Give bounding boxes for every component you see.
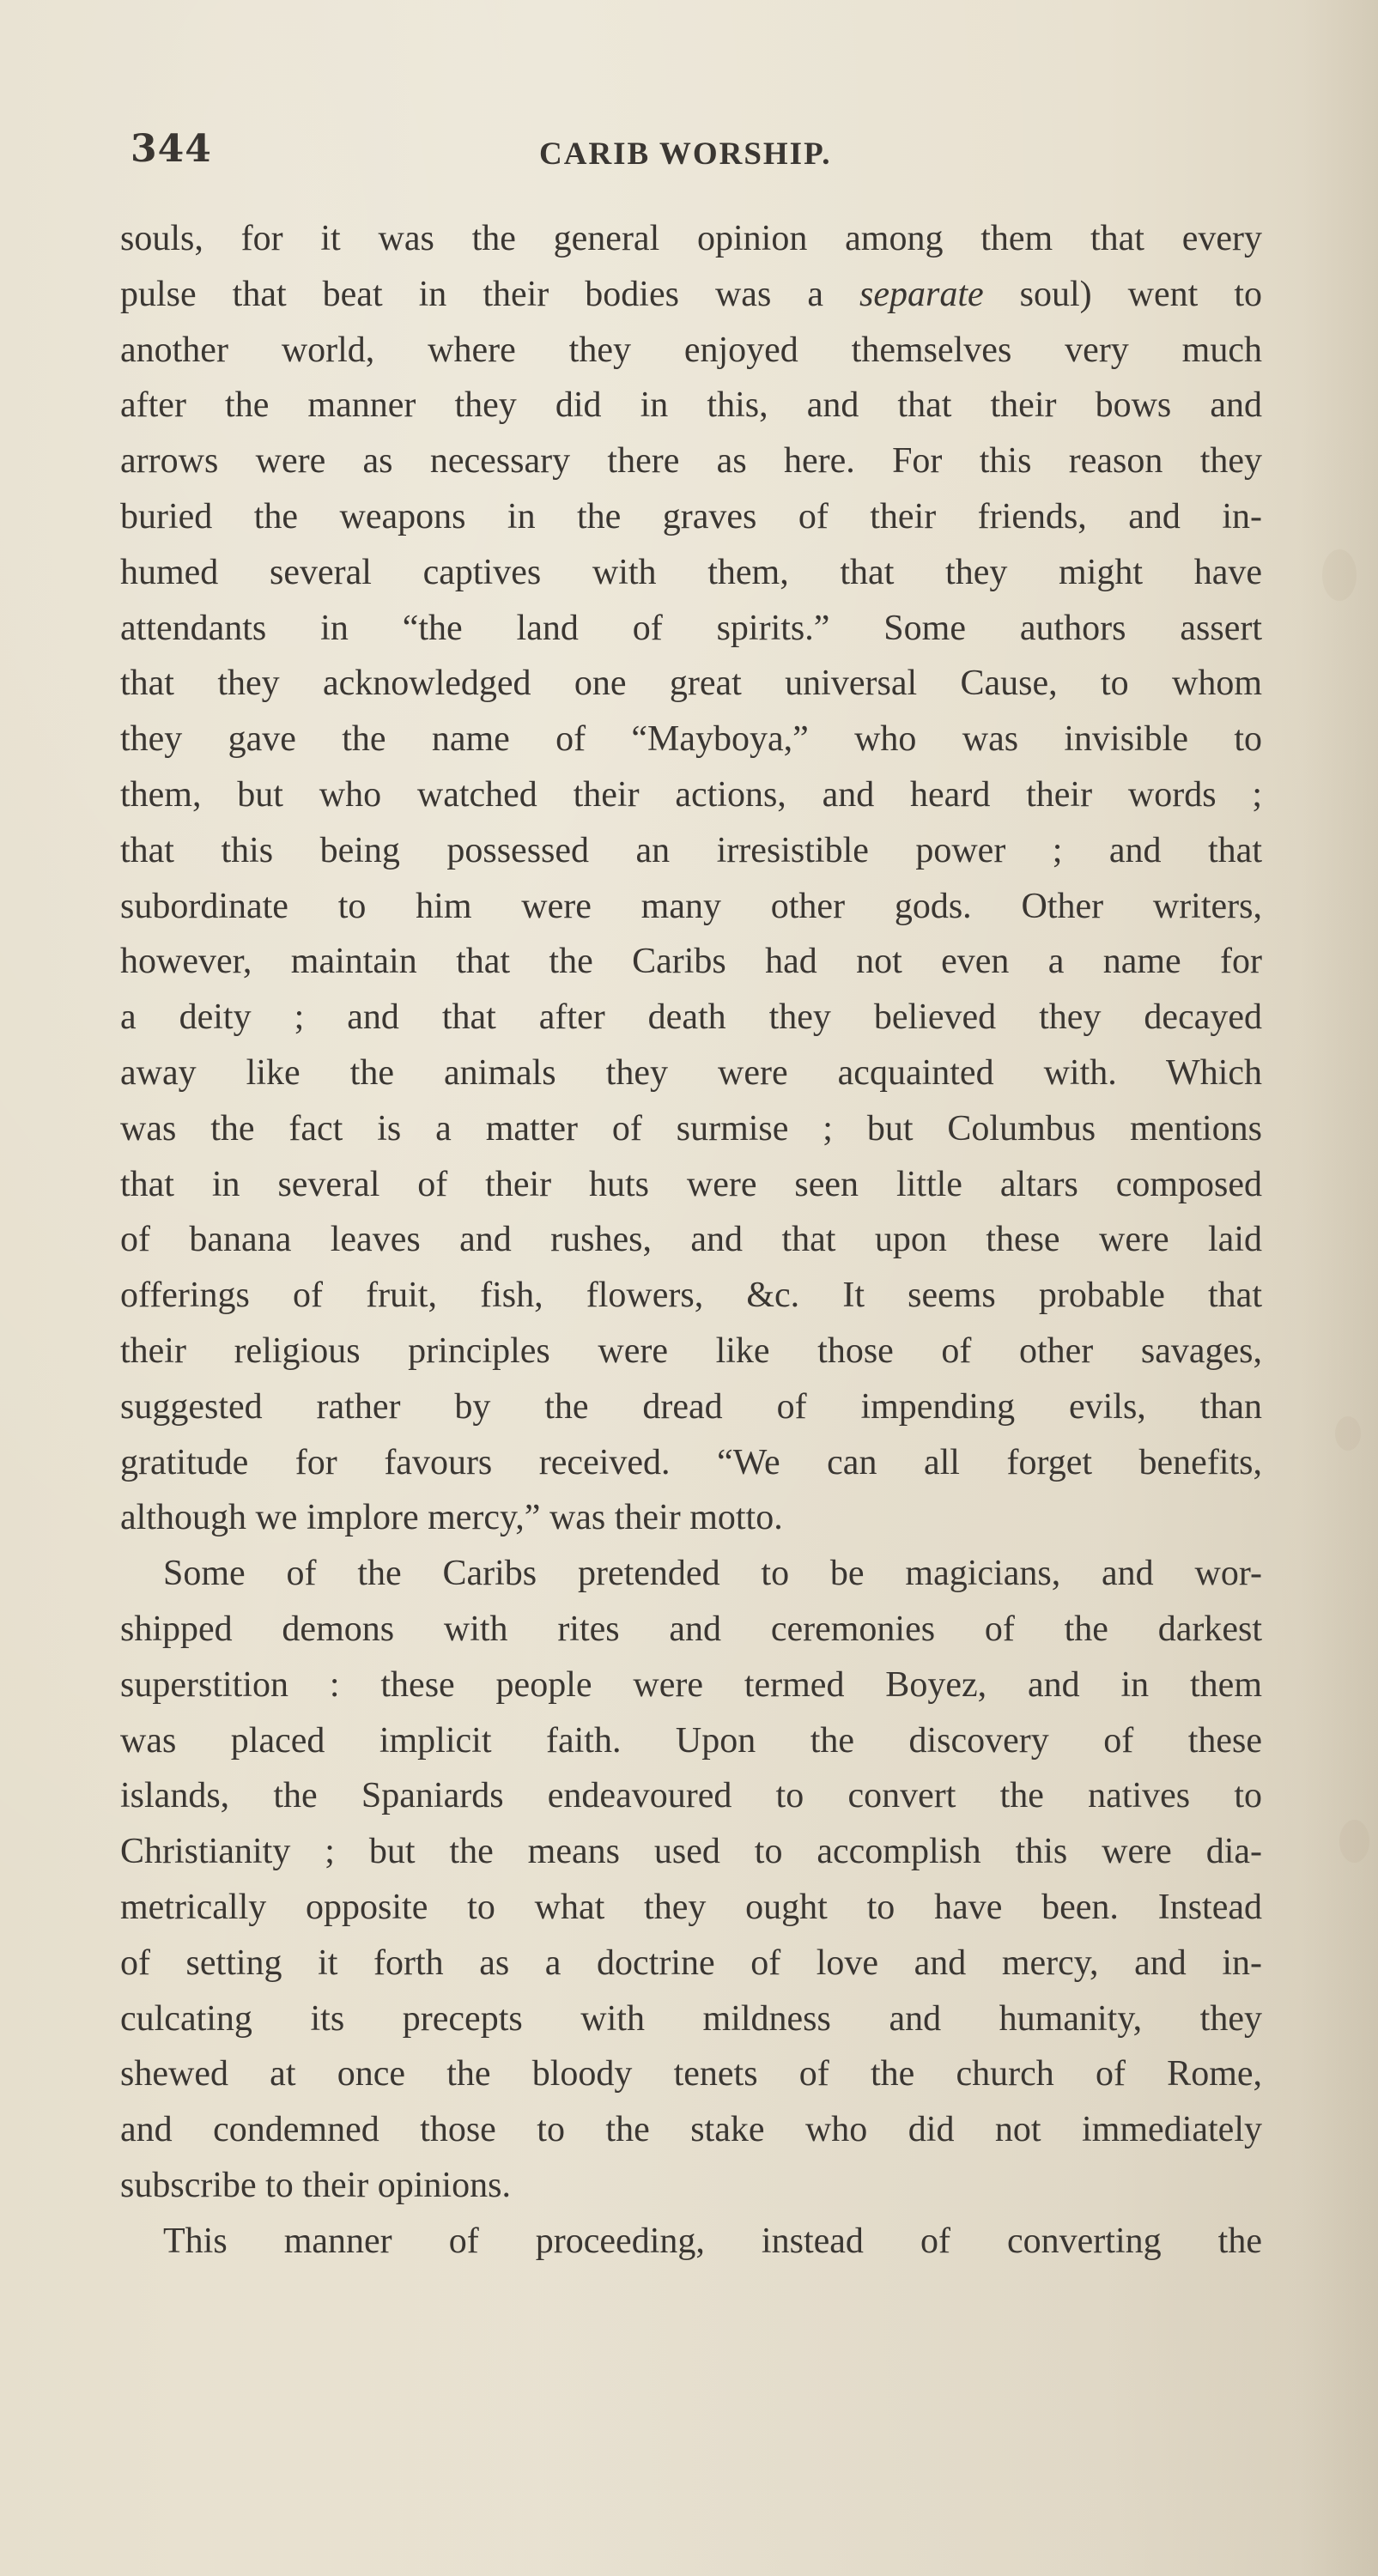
text-line: and condemned those to the stake who did not immediately xyxy=(120,2110,1262,2150)
text-line: was the fact is a matter of surmise ; but Columbus mentions xyxy=(120,1108,1262,1149)
text-line: islands, the Spaniards endeavoured to convert the natives to xyxy=(120,1776,1262,1816)
text-line: culcating its precepts with mildness and humanity, they xyxy=(120,1998,1262,2039)
text-line: although we implore mercy,” was their motto. xyxy=(120,1498,783,1538)
paper-stain xyxy=(1335,1416,1361,1451)
text-line: suggested rather by the dread of impending evils, than xyxy=(120,1386,1262,1427)
text-line: however, maintain that the Caribs had not even a name for xyxy=(120,942,1262,982)
text-line: Christianity ; but the means used to accomplish this were dia- xyxy=(120,1832,1262,1872)
text-line: that in several of their huts were seen little altars composed xyxy=(120,1164,1262,1204)
text-line: souls, for it was the general opinion among them that every xyxy=(120,219,1262,258)
text-line: shipped demons with rites and ceremonies of the darkest xyxy=(120,1609,1262,1649)
text-line: of banana leaves and rushes, and that upon these were laid xyxy=(120,1220,1262,1260)
page-number: 344 xyxy=(131,127,212,171)
running-head: CARIB WORSHIP. xyxy=(539,136,832,172)
text-line: their religious principles were like those of other savages, xyxy=(120,1330,1262,1371)
text-line: that this being possessed an irresistible power ; and that xyxy=(120,830,1262,870)
text-line: subordinate to him were many other gods. Other writers, xyxy=(120,886,1262,926)
paper-stain xyxy=(1322,549,1357,601)
text-line: of setting it forth as a doctrine of love and mercy, and in- xyxy=(120,1943,1262,1983)
text-line: after the manner they did in this, and that their bows and xyxy=(120,385,1262,426)
text-line: This manner of proceeding, instead of converting the xyxy=(163,2221,1262,2261)
text-line: subscribe to their opinions. xyxy=(120,2165,511,2205)
text-line: arrows were as necessary there as here. For this reason they xyxy=(120,441,1262,482)
text-line: shewed at once the bloody tenets of the church of Rome, xyxy=(120,2054,1262,2094)
text-line: Some of the Caribs pretended to be magicians, and wor- xyxy=(163,1554,1262,1594)
text-line: superstition : these people were termed Boyez, and in them xyxy=(120,1664,1262,1705)
text-line: another world, where they enjoyed themselves very much xyxy=(120,330,1262,370)
text-line: pulse that beat in their bodies was a separate soul) went to xyxy=(120,274,1262,314)
text-line: they gave the name of “Mayboya,” who was invisible to xyxy=(120,719,1262,760)
paper-stain xyxy=(1339,1820,1369,1863)
text-line: attendants in “the land of spirits.” Some authors assert xyxy=(120,608,1262,648)
text-line: metrically opposite to what they ought to have been. Instead xyxy=(120,1887,1262,1927)
text-line: buried the weapons in the graves of their friends, and in- xyxy=(120,496,1262,536)
page-header xyxy=(0,127,1378,179)
text-line: humed several captives with them, that they might have xyxy=(120,552,1262,592)
text-line: was placed implicit faith. Upon the discovery of these xyxy=(120,1720,1262,1761)
text-line: that they acknowledged one great universal Cause, to whom xyxy=(120,664,1262,704)
emphasis-text: separate xyxy=(859,274,984,314)
text-line: offerings of fruit, fish, flowers, &c. It seems probable that xyxy=(120,1276,1262,1316)
text-line: them, but who watched their actions, and heard their words ; xyxy=(120,774,1262,815)
body-text xyxy=(120,211,1262,2269)
page-edge-shadow xyxy=(1301,0,1378,2576)
text-line: away like the animals they were acquainted with. Which xyxy=(120,1052,1262,1093)
text-line: a deity ; and that after death they believed they decayed xyxy=(120,997,1262,1038)
text-line: gratitude for favours received. “We can all forget benefits, xyxy=(120,1442,1262,1482)
